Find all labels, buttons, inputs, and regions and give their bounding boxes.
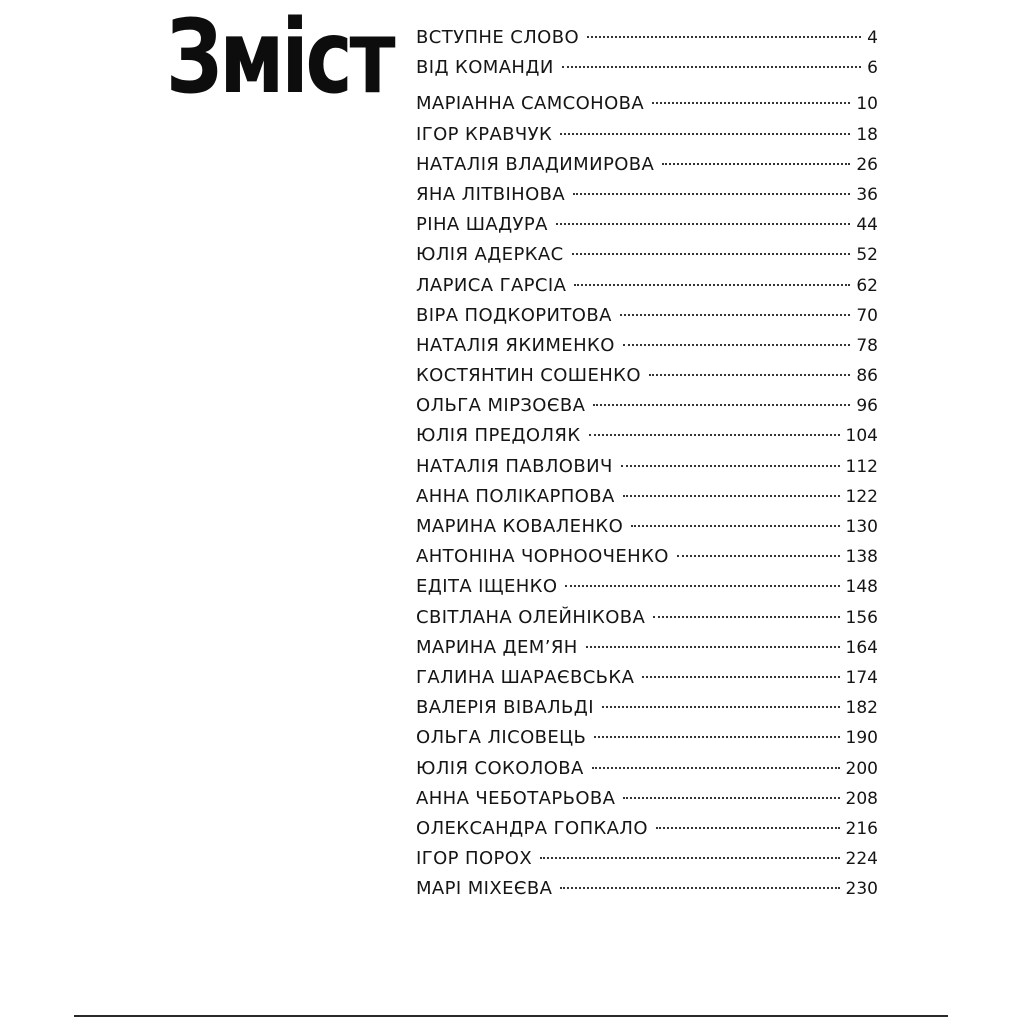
dot-leader (574, 284, 850, 286)
dot-leader (602, 706, 840, 708)
toc-entry-title: ІГОР ПОРОХ (416, 848, 533, 870)
dot-leader (594, 736, 839, 738)
toc-entry-page-number: 62 (856, 275, 878, 296)
toc-entry (416, 331, 878, 361)
toc-entry-title: ОЛЬГА ЛІСОВЕЦЬ (416, 727, 587, 749)
toc-entry (416, 180, 878, 210)
dot-leader (556, 223, 850, 225)
toc-entry-page-number: 112 (845, 456, 878, 477)
dot-leader (623, 344, 851, 346)
toc-entry-title: ЮЛІЯ ПРЕДОЛЯК (416, 425, 581, 447)
toc-entry-page-number: 86 (856, 366, 878, 387)
toc-entry (416, 482, 878, 512)
dot-leader (560, 133, 850, 135)
toc-entry (416, 210, 878, 240)
toc-entry-page-number: 70 (856, 305, 878, 326)
toc-entry-title: ВАЛЕРІЯ ВІВАЛЬДІ (416, 697, 594, 719)
toc-entry (416, 693, 878, 723)
toc-entry-page-number: 200 (845, 758, 878, 779)
toc-entry-title: НАТАЛІЯ ВЛАДИМИРОВА (416, 153, 655, 175)
toc-entry-page-number: 96 (856, 396, 878, 417)
toc-entry-page-number: 6 (867, 58, 878, 79)
toc-entry-page-number: 148 (845, 577, 878, 598)
dot-leader (656, 827, 840, 829)
toc-entry-page-number: 138 (845, 547, 878, 568)
dot-leader (593, 404, 850, 406)
dot-leader (623, 797, 839, 799)
toc-entry-page-number: 216 (845, 818, 878, 839)
toc-entry (416, 844, 878, 874)
toc-entry (416, 120, 878, 150)
toc-entry-page-number: 230 (845, 879, 878, 900)
toc-entry-title: ГАЛИНА ШАРАЄВСЬКА (416, 666, 635, 688)
toc-entry-title: ВІРА ПОДКОРИТОВА (416, 304, 612, 326)
dot-leader (589, 434, 840, 436)
toc-entry-page-number: 52 (856, 245, 878, 266)
toc-entry-title: МАРИНА КОВАЛЕНКО (416, 516, 624, 537)
dot-leader (652, 102, 850, 104)
dot-leader (565, 585, 839, 587)
toc-entry-title: МАРИНА ДЕМ’ЯН (416, 636, 578, 658)
toc-entry (416, 663, 878, 693)
toc-entry-page-number: 4 (867, 28, 878, 48)
dot-leader (572, 253, 851, 255)
toc-entry-title: ЛАРИСА ГАРСІА (416, 274, 567, 296)
toc-entry (416, 23, 878, 53)
dot-leader (592, 767, 840, 769)
toc-entry (416, 452, 878, 482)
toc-entry-title: МАРІ МІХЕЄВА (416, 878, 553, 900)
dot-leader (662, 163, 850, 165)
toc-entry (416, 723, 878, 753)
dot-leader (540, 857, 839, 859)
dot-leader (620, 314, 851, 316)
dot-leader (649, 374, 850, 376)
toc-entry-title: НАТАЛІЯ ЯКИМЕНКО (416, 334, 615, 356)
toc-entry (416, 53, 878, 83)
toc-entry-page-number: 224 (845, 849, 878, 870)
dot-leader (562, 66, 861, 68)
table-of-contents (416, 23, 878, 904)
toc-entry (416, 874, 878, 904)
toc-entry-page-number: 164 (845, 637, 878, 658)
toc-entry (416, 542, 878, 572)
toc-entry-page-number: 190 (845, 728, 878, 749)
toc-entry-page-number: 174 (845, 667, 878, 688)
dot-leader (587, 36, 861, 38)
toc-entry (416, 421, 878, 451)
toc-entry-title: ЕДІТА ІЩЕНКО (416, 576, 558, 598)
dot-leader (573, 193, 850, 195)
page-bottom-rule (74, 1015, 948, 1017)
dot-leader (677, 555, 840, 557)
toc-entry-title: ВСТУПНЕ СЛОВО (416, 27, 580, 48)
toc-entry-title: ЮЛІЯ АДЕРКАС (416, 244, 564, 266)
toc-entry (416, 301, 878, 331)
dot-leader (621, 465, 840, 467)
toc-entry-page-number: 182 (845, 698, 878, 719)
toc-entry (416, 603, 878, 633)
toc-entry (416, 391, 878, 421)
dot-leader (642, 676, 839, 678)
dot-leader (586, 646, 840, 648)
toc-entry-page-number: 10 (856, 94, 878, 115)
toc-entry-title: ВІД КОМАНДИ (416, 57, 554, 79)
toc-entry-page-number: 36 (856, 184, 878, 205)
toc-entry (416, 361, 878, 391)
toc-entry-title: НАТАЛІЯ ПАВЛОВИЧ (416, 455, 613, 477)
toc-entry-page-number: 44 (856, 215, 878, 236)
toc-entry-title: АННА ЧЕБОТАРЬОВА (416, 787, 616, 809)
toc-entry-page-number: 156 (845, 607, 878, 628)
toc-entry-page-number: 122 (845, 486, 878, 507)
toc-entry-title: МАРІАННА САМСОНОВА (416, 93, 645, 115)
toc-entry-title: ЯНА ЛІТВІНОВА (416, 183, 566, 205)
front-matter-list (416, 23, 878, 83)
toc-entry-page-number: 104 (845, 426, 878, 447)
dot-leader (631, 525, 839, 527)
page-title: Зміст (166, 0, 393, 117)
toc-entry (416, 89, 878, 119)
toc-entry (416, 784, 878, 814)
toc-entry (416, 814, 878, 844)
toc-entry (416, 240, 878, 270)
toc-entry (416, 271, 878, 301)
toc-entry-title: ЮЛІЯ СОКОЛОВА (416, 757, 584, 779)
toc-entry-title: СВІТЛАНА ОЛЕЙНІКОВА (416, 606, 646, 628)
toc-entry-title: ОЛЬГА МІРЗОЄВА (416, 395, 586, 417)
toc-entry-title: ОЛЕКСАНДРА ГОПКАЛО (416, 817, 648, 839)
toc-entry-page-number: 78 (856, 335, 878, 356)
toc-entry-page-number: 208 (845, 788, 878, 809)
toc-entry-title: АННА ПОЛІКАРПОВА (416, 485, 615, 507)
toc-entry-page-number: 130 (845, 517, 878, 537)
toc-entry-title: РІНА ШАДУРА (416, 214, 548, 236)
toc-entry (416, 150, 878, 180)
toc-entry-title: ІГОР КРАВЧУК (416, 123, 553, 145)
contributors-list (416, 89, 878, 904)
toc-entry (416, 512, 878, 542)
toc-entry (416, 754, 878, 784)
dot-leader (560, 887, 839, 889)
dot-leader (623, 495, 840, 497)
toc-entry (416, 572, 878, 602)
dot-leader (653, 616, 839, 618)
toc-entry-title: КОСТЯНТИН СОШЕНКО (416, 365, 641, 387)
toc-entry-page-number: 26 (856, 154, 878, 175)
toc-entry (416, 633, 878, 663)
toc-entry-page-number: 18 (856, 124, 878, 145)
toc-entry-title: АНТОНІНА ЧОРНООЧЕНКО (416, 546, 669, 568)
